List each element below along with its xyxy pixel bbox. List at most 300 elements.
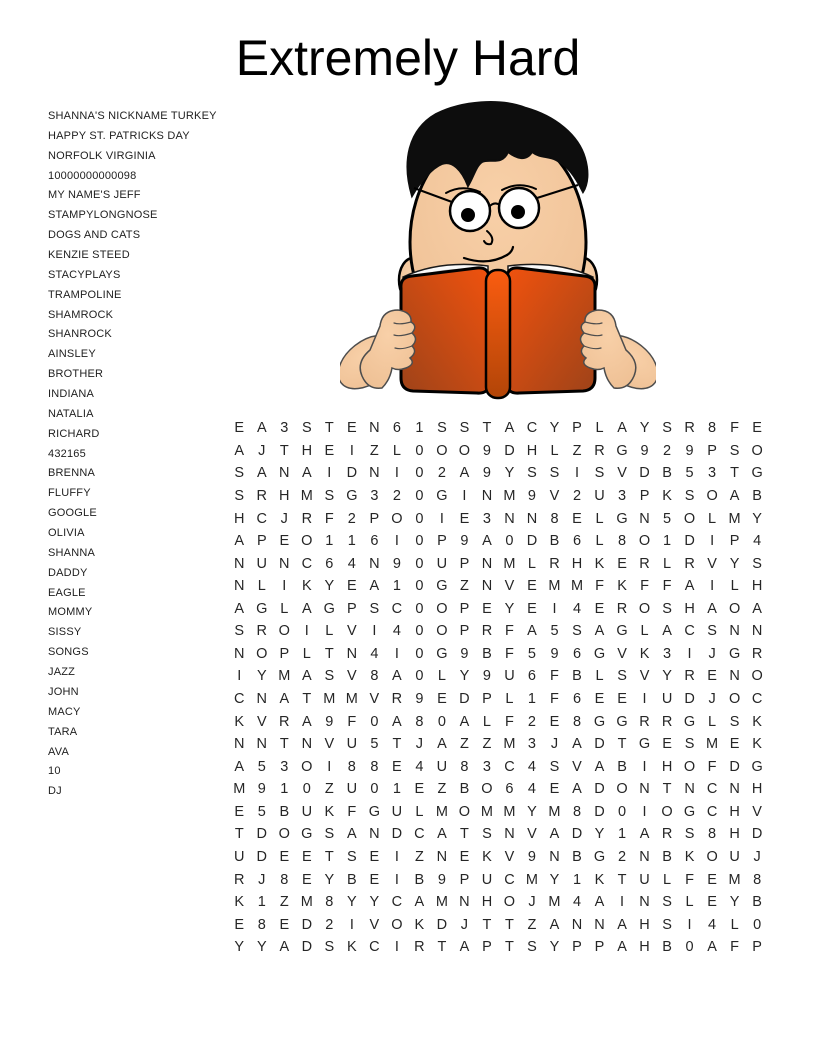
grid-cell: U bbox=[504, 668, 515, 685]
grid-cell: V bbox=[504, 578, 515, 595]
grid-cell: F bbox=[550, 668, 559, 685]
grid-cell: A bbox=[549, 826, 560, 843]
grid-cell: 0 bbox=[415, 465, 424, 482]
grid-cell: A bbox=[707, 600, 717, 617]
grid-cell: I bbox=[327, 465, 332, 482]
grid-cell: B bbox=[347, 871, 357, 888]
grid-cell: T bbox=[482, 916, 492, 933]
grid-row bbox=[228, 417, 768, 440]
grid-cell: 3 bbox=[482, 510, 491, 527]
grid-cell: 1 bbox=[325, 533, 334, 550]
grid-cell: U bbox=[729, 848, 740, 865]
grid-cell: N bbox=[234, 736, 245, 753]
grid-cell: K bbox=[617, 578, 627, 595]
grid-cell: T bbox=[324, 645, 334, 662]
grid-cell: E bbox=[301, 848, 312, 865]
grid-cell: 5 bbox=[663, 510, 672, 527]
grid-cell: P bbox=[572, 939, 582, 956]
grid-cell: A bbox=[256, 465, 267, 482]
grid-cell: I bbox=[372, 623, 377, 640]
grid-cell: Z bbox=[459, 736, 469, 753]
grid-cell: V bbox=[639, 668, 650, 685]
grid-cell: 9 bbox=[527, 848, 536, 865]
grid-cell: O bbox=[661, 803, 673, 820]
grid-cell: C bbox=[504, 758, 515, 775]
grid-cell: P bbox=[482, 691, 492, 708]
grid-cell: Y bbox=[256, 668, 267, 685]
grid-cell: 0 bbox=[617, 803, 627, 820]
grid-cell: E bbox=[707, 894, 717, 911]
grid-cell: R bbox=[414, 939, 425, 956]
grid-cell: K bbox=[639, 645, 650, 662]
grid-cell: P bbox=[729, 533, 740, 550]
grid-cell: A bbox=[617, 939, 627, 956]
grid-cell: S bbox=[549, 465, 560, 482]
grid-cell: I bbox=[282, 578, 287, 595]
grid-cell: L bbox=[595, 510, 604, 527]
grid-cell: S bbox=[324, 939, 335, 956]
grid-cell: O bbox=[683, 758, 696, 775]
grid-cell: Y bbox=[369, 894, 380, 911]
grid-cell: P bbox=[369, 510, 380, 527]
grid-cell: N bbox=[369, 555, 380, 572]
grid-cell: 1 bbox=[280, 781, 289, 798]
grid-cell: J bbox=[550, 736, 559, 753]
grid-cell: 2 bbox=[663, 442, 672, 459]
grid-cell: G bbox=[616, 510, 628, 527]
grid-cell: 9 bbox=[527, 487, 536, 504]
grid-cell: 1 bbox=[572, 871, 582, 888]
grid-cell: 0 bbox=[753, 916, 762, 933]
grid-cell: 1 bbox=[663, 533, 672, 550]
grid-cell: Y bbox=[324, 578, 335, 595]
grid-cell: 0 bbox=[437, 713, 446, 730]
grid-cell: U bbox=[594, 487, 605, 504]
grid-cell: 0 bbox=[505, 533, 514, 550]
grid-cell: R bbox=[391, 691, 403, 708]
grid-cell: R bbox=[639, 713, 650, 730]
grid-cell: 6 bbox=[527, 668, 536, 685]
grid-cell: C bbox=[256, 510, 268, 527]
word-search-grid bbox=[228, 417, 768, 959]
grid-cell: F bbox=[707, 758, 717, 775]
word-list-item: MY NAME'S JEFF bbox=[48, 189, 141, 202]
grid-cell: 0 bbox=[370, 713, 379, 730]
grid-cell: D bbox=[639, 465, 650, 482]
grid-cell: E bbox=[482, 600, 492, 617]
grid-cell: Y bbox=[504, 465, 515, 482]
grid-cell: 8 bbox=[347, 758, 356, 775]
grid-cell: C bbox=[414, 826, 425, 843]
word-list-item: EAGLE bbox=[48, 586, 86, 599]
grid-cell: P bbox=[459, 600, 470, 617]
grid-cell: O bbox=[481, 781, 493, 798]
grid-cell: A bbox=[301, 713, 312, 730]
grid-cell: 9 bbox=[640, 442, 649, 459]
grid-cell: A bbox=[594, 623, 605, 640]
grid-cell: S bbox=[527, 939, 537, 956]
grid-cell: A bbox=[279, 939, 290, 956]
grid-cell: M bbox=[548, 578, 561, 595]
grid-row bbox=[228, 891, 768, 914]
grid-cell: V bbox=[504, 848, 515, 865]
grid-cell: H bbox=[301, 442, 313, 459]
grid-cell: Z bbox=[279, 894, 289, 911]
grid-cell: S bbox=[662, 916, 672, 933]
word-list-item: STACYPLAYS bbox=[48, 268, 121, 281]
word-list-item: FLUFFY bbox=[48, 487, 91, 500]
grid-cell: A bbox=[301, 465, 312, 482]
grid-cell: S bbox=[369, 600, 380, 617]
grid-cell: N bbox=[549, 848, 560, 865]
grid-cell: O bbox=[683, 510, 696, 527]
grid-cell: E bbox=[617, 691, 627, 708]
grid-cell: O bbox=[751, 442, 763, 459]
grid-cell: R bbox=[684, 420, 695, 437]
grid-cell: K bbox=[662, 487, 672, 504]
grid-cell: B bbox=[414, 871, 425, 888]
grid-cell: B bbox=[482, 645, 492, 662]
word-list-item: 10000000000098 bbox=[48, 169, 137, 182]
grid-cell: F bbox=[347, 803, 357, 820]
grid-row bbox=[228, 643, 768, 666]
grid-cell: E bbox=[347, 420, 357, 437]
grid-cell: L bbox=[325, 623, 334, 640]
grid-cell: G bbox=[301, 826, 313, 843]
grid-cell: E bbox=[234, 803, 245, 820]
grid-cell: C bbox=[684, 623, 695, 640]
grid-cell: 5 bbox=[257, 803, 266, 820]
grid-cell: V bbox=[752, 803, 762, 820]
grid-cell: A bbox=[414, 894, 425, 911]
grid-cell: S bbox=[662, 420, 672, 437]
grid-cell: G bbox=[638, 736, 651, 753]
grid-cell: K bbox=[594, 555, 605, 572]
word-list-item: BROTHER bbox=[48, 368, 104, 381]
grid-cell: D bbox=[594, 803, 605, 820]
grid-cell: E bbox=[572, 510, 582, 527]
grid-cell: L bbox=[482, 713, 491, 730]
grid-cell: A bbox=[617, 916, 627, 933]
grid-cell: E bbox=[459, 510, 470, 527]
word-list-item: MACY bbox=[48, 705, 81, 718]
grid-cell: D bbox=[256, 848, 268, 865]
grid-cell: N bbox=[504, 510, 515, 527]
grid-cell: G bbox=[728, 645, 741, 662]
grid-cell: A bbox=[437, 736, 447, 753]
grid-cell: S bbox=[684, 826, 695, 843]
grid-cell: 0 bbox=[415, 668, 424, 685]
grid-cell: A bbox=[729, 487, 740, 504]
grid-cell: Z bbox=[572, 442, 582, 459]
grid-cell: 8 bbox=[572, 713, 582, 730]
grid-cell: E bbox=[752, 420, 762, 437]
word-list bbox=[48, 107, 217, 802]
grid-cell: R bbox=[256, 487, 268, 504]
grid-cell: Y bbox=[324, 871, 335, 888]
grid-cell: H bbox=[571, 555, 583, 572]
grid-cell: P bbox=[594, 939, 605, 956]
grid-cell: V bbox=[347, 623, 357, 640]
boy-reading-illustration bbox=[340, 100, 656, 410]
grid-cell: E bbox=[549, 781, 560, 798]
grid-cell: 9 bbox=[325, 713, 334, 730]
word-list-item: SISSY bbox=[48, 626, 82, 639]
grid-cell: L bbox=[640, 623, 649, 640]
grid-cell: E bbox=[437, 691, 447, 708]
grid-cell: 4 bbox=[572, 894, 582, 911]
grid-cell: G bbox=[436, 645, 448, 662]
grid-cell: N bbox=[234, 578, 245, 595]
grid-row bbox=[228, 665, 768, 688]
grid-cell: A bbox=[527, 623, 537, 640]
grid-cell: A bbox=[617, 420, 627, 437]
grid-cell: Y bbox=[504, 600, 515, 617]
grid-cell: 2 bbox=[527, 713, 536, 730]
grid-cell: T bbox=[617, 736, 627, 753]
grid-cell: S bbox=[234, 487, 245, 504]
grid-cell: Z bbox=[369, 442, 379, 459]
grid-cell: G bbox=[616, 623, 628, 640]
grid-cell: 0 bbox=[415, 510, 424, 527]
grid-cell: V bbox=[572, 758, 582, 775]
grid-cell: A bbox=[459, 713, 470, 730]
grid-cell: I bbox=[237, 668, 242, 685]
grid-cell: N bbox=[684, 781, 695, 798]
grid-cell: Y bbox=[752, 510, 762, 527]
grid-cell: 4 bbox=[527, 758, 536, 775]
grid-cell: 0 bbox=[415, 578, 424, 595]
grid-cell: O bbox=[458, 442, 471, 459]
grid-cell: J bbox=[708, 691, 716, 708]
word-list-item: HAPPY ST. PATRICKS DAY bbox=[48, 129, 190, 142]
grid-row bbox=[228, 552, 768, 575]
grid-cell: B bbox=[662, 465, 672, 482]
grid-cell: 8 bbox=[370, 668, 379, 685]
grid-cell: I bbox=[642, 803, 647, 820]
grid-cell: H bbox=[526, 442, 538, 459]
grid-cell: 0 bbox=[415, 487, 424, 504]
grid-cell: I bbox=[394, 848, 399, 865]
grid-row bbox=[228, 462, 768, 485]
grid-cell: F bbox=[505, 713, 514, 730]
word-list-item: INDIANA bbox=[48, 388, 95, 401]
grid-cell: J bbox=[280, 510, 288, 527]
grid-cell: 9 bbox=[482, 442, 491, 459]
word-list-item: NORFOLK VIRGINIA bbox=[48, 149, 156, 162]
grid-cell: A bbox=[301, 668, 312, 685]
grid-cell: T bbox=[505, 939, 514, 956]
grid-cell: 9 bbox=[685, 442, 694, 459]
grid-cell: N bbox=[279, 555, 290, 572]
grid-cell: V bbox=[369, 916, 380, 933]
grid-cell: 8 bbox=[708, 420, 717, 437]
grid-cell: N bbox=[256, 691, 268, 708]
grid-cell: S bbox=[324, 668, 335, 685]
grid-cell: O bbox=[638, 533, 651, 550]
grid-cell: 0 bbox=[415, 645, 424, 662]
grid-cell: H bbox=[729, 826, 740, 843]
grid-cell: N bbox=[369, 465, 380, 482]
grid-cell: A bbox=[256, 420, 267, 437]
grid-cell: R bbox=[616, 600, 628, 617]
grid-cell: E bbox=[549, 713, 560, 730]
grid-cell: 8 bbox=[370, 758, 379, 775]
grid-cell: N bbox=[346, 645, 358, 662]
grid-cell: U bbox=[346, 781, 358, 798]
word-list-item: DJ bbox=[48, 785, 62, 798]
grid-cell: B bbox=[572, 848, 582, 865]
grid-cell: 0 bbox=[415, 533, 424, 550]
grid-cell: 8 bbox=[257, 916, 266, 933]
grid-cell: 9 bbox=[482, 668, 491, 685]
grid-row bbox=[228, 575, 768, 598]
grid-cell: M bbox=[233, 781, 246, 798]
grid-cell: N bbox=[234, 555, 245, 572]
grid-cell: Z bbox=[324, 781, 334, 798]
grid-cell: N bbox=[481, 555, 493, 572]
grid-row bbox=[228, 913, 768, 936]
grid-cell: 8 bbox=[550, 510, 559, 527]
grid-cell: O bbox=[728, 600, 741, 617]
grid-cell: I bbox=[620, 894, 625, 911]
grid-cell: C bbox=[391, 894, 403, 911]
grid-cell: E bbox=[279, 916, 290, 933]
grid-cell: G bbox=[436, 578, 448, 595]
grid-cell: P bbox=[459, 555, 470, 572]
grid-cell: S bbox=[707, 623, 717, 640]
grid-cell: R bbox=[234, 871, 245, 888]
grid-cell: 2 bbox=[347, 510, 356, 527]
grid-cell: J bbox=[753, 848, 761, 865]
grid-cell: S bbox=[437, 420, 447, 437]
grid-cell: J bbox=[708, 645, 716, 662]
grid-cell: 4 bbox=[347, 555, 356, 572]
grid-cell: E bbox=[324, 442, 335, 459]
grid-cell: A bbox=[279, 691, 290, 708]
grid-cell: E bbox=[369, 848, 380, 865]
grid-cell: G bbox=[346, 487, 358, 504]
grid-cell: U bbox=[436, 758, 448, 775]
grid-cell: T bbox=[459, 826, 469, 843]
grid-cell: 4 bbox=[370, 645, 379, 662]
grid-row bbox=[228, 846, 768, 869]
grid-cell: Z bbox=[437, 781, 447, 798]
grid-cell: 0 bbox=[302, 781, 311, 798]
grid-cell: E bbox=[369, 871, 380, 888]
grid-cell: 3 bbox=[482, 758, 491, 775]
grid-row bbox=[228, 507, 768, 530]
grid-cell: A bbox=[572, 781, 582, 798]
grid-cell: C bbox=[301, 555, 313, 572]
grid-row bbox=[228, 688, 768, 711]
grid-cell: 6 bbox=[505, 781, 514, 798]
grid-cell: D bbox=[346, 465, 358, 482]
grid-cell: B bbox=[752, 894, 762, 911]
grid-cell: D bbox=[751, 826, 763, 843]
grid-cell: D bbox=[684, 533, 695, 550]
grid-cell: R bbox=[661, 826, 673, 843]
grid-cell: N bbox=[639, 510, 650, 527]
grid-cell: V bbox=[527, 826, 537, 843]
grid-cell: I bbox=[304, 623, 309, 640]
grid-cell: V bbox=[549, 487, 560, 504]
grid-cell: N bbox=[369, 826, 380, 843]
book-spine-shape bbox=[486, 270, 510, 398]
grid-cell: D bbox=[594, 736, 605, 753]
grid-cell: S bbox=[527, 465, 537, 482]
grid-cell: L bbox=[550, 442, 559, 459]
grid-cell: 1 bbox=[415, 420, 424, 437]
grid-cell: 0 bbox=[415, 600, 424, 617]
grid-cell: D bbox=[684, 691, 695, 708]
grid-cell: O bbox=[706, 487, 718, 504]
grid-cell: U bbox=[639, 871, 650, 888]
grid-cell: 4 bbox=[392, 623, 401, 640]
grid-cell: L bbox=[302, 645, 311, 662]
grid-cell: L bbox=[257, 578, 266, 595]
grid-cell: 8 bbox=[753, 871, 762, 888]
grid-cell: D bbox=[526, 533, 538, 550]
grid-cell: K bbox=[347, 939, 357, 956]
word-list-item: SHANNA'S NICKNAME TURKEY bbox=[48, 110, 217, 122]
grid-cell: N bbox=[234, 645, 245, 662]
grid-cell: L bbox=[663, 871, 672, 888]
grid-cell: M bbox=[480, 803, 493, 820]
grid-cell: I bbox=[394, 871, 399, 888]
grid-cell: G bbox=[323, 600, 335, 617]
grid-cell: Y bbox=[256, 939, 267, 956]
grid-cell: T bbox=[302, 691, 312, 708]
grid-row bbox=[228, 823, 768, 846]
grid-cell: S bbox=[729, 713, 740, 730]
grid-cell: A bbox=[301, 600, 312, 617]
grid-cell: I bbox=[687, 916, 692, 933]
grid-cell: G bbox=[683, 803, 696, 820]
grid-cell: E bbox=[662, 736, 672, 753]
grid-cell: P bbox=[482, 939, 492, 956]
grid-cell: N bbox=[594, 916, 605, 933]
grid-cell: Y bbox=[729, 555, 740, 572]
grid-cell: T bbox=[234, 826, 244, 843]
grid-cell: B bbox=[572, 668, 582, 685]
grid-cell: I bbox=[710, 533, 715, 550]
grid-cell: T bbox=[324, 848, 334, 865]
grid-cell: H bbox=[751, 781, 763, 798]
grid-cell: R bbox=[684, 668, 695, 685]
grid-cell: O bbox=[728, 691, 741, 708]
grid-cell: U bbox=[661, 691, 673, 708]
grid-cell: K bbox=[482, 848, 492, 865]
grid-cell: O bbox=[503, 894, 516, 911]
grid-cell: H bbox=[661, 758, 673, 775]
grid-cell: H bbox=[684, 600, 695, 617]
grid-cell: N bbox=[369, 420, 380, 437]
grid-cell: 2 bbox=[437, 465, 446, 482]
grid-cell: R bbox=[256, 623, 268, 640]
grid-cell: Y bbox=[549, 871, 560, 888]
grid-cell: N bbox=[504, 826, 515, 843]
grid-cell: N bbox=[729, 623, 740, 640]
grid-cell: 0 bbox=[370, 781, 379, 798]
grid-cell: V bbox=[256, 713, 267, 730]
grid-cell: Z bbox=[527, 916, 537, 933]
word-list-item: DOGS AND CATS bbox=[48, 229, 141, 242]
grid-cell: 0 bbox=[415, 442, 424, 459]
grid-cell: I bbox=[394, 645, 399, 662]
grid-cell: F bbox=[505, 645, 514, 662]
grid-cell: A bbox=[572, 736, 582, 753]
